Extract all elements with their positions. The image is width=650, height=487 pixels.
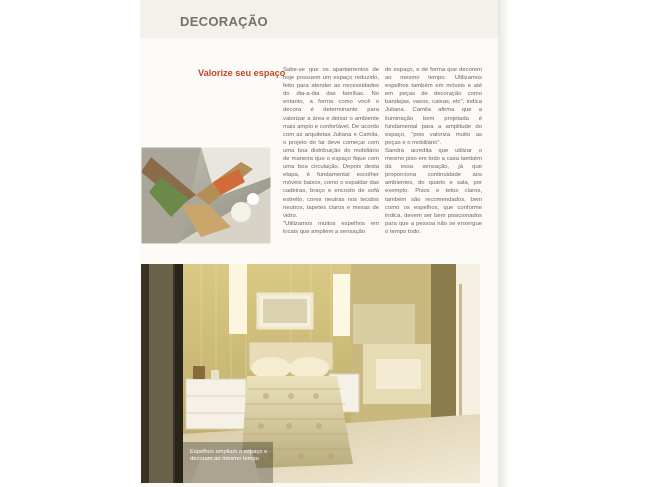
page-edge-shadow [498, 0, 510, 487]
section-label: DECORAÇÃO [180, 14, 268, 29]
article-column-1 [283, 66, 379, 266]
shelf-photo-illustration [141, 147, 271, 244]
shelf-photo [141, 147, 271, 244]
article-column-2 [385, 66, 482, 266]
photo-caption [190, 449, 270, 463]
column-2-paragraph-1: de espaço, e de forma que decorem ao mesmo tempo. Utilizamos espelhos também em móveis e até em peças de decoração como bandejas, vasos, caixas, etc", indica Juliana. Camila afirma que a iluminação bem projetada é fundamental para a amplitude do espaço, "pois valoriza muito as peças e o mobiliário". [385, 67, 482, 146]
caption-line-1: Espelhos ampliam o espaço e [190, 449, 268, 455]
column-1-paragraph-1: Sabe-se que os apartamentos de hoje possuem um espaço reduzido, feito para atender as necessidades do dia-a-dia das famílias. No entanto, a forma como você o decora é determinante para valorizar a área e deixar o ambiente mais amplo e confortável. De acordo com as arquitetas Juliana e Camila, o projeto do lar deve começar com uma boa distribuição do mobiliário de maneira que o espaço fique com uma boa circulação. Depois desta etapa, é fundamental escolher móveis baixos, como o espaldar das cadeiras, braço e encosto de sofá estreito, cores neutras nos tecidos neutros, tapetes claros e mesas de vidro. [283, 67, 379, 219]
article-headline: Valorize seu espaço [198, 68, 286, 78]
column-2-paragraph-2: Sandra acredita que utilizar o mesmo piso em todo a casa também dá essa sensação, já que proporciona continuidade aos ambientes, do quarto e sala, por exemplo. Pisos e tetos claros, também são recomendados, bem como os espelhos, que conforme indica, devem ser bem posicionados para que a pessoa não se enxergue o tempo todo. [385, 147, 482, 235]
column-1-paragraph-2: "Utilizamos muitos espelhos em locais que ampliem a sensação [283, 220, 379, 235]
caption-line-2: decoram ao mesmo tempo [190, 456, 259, 463]
